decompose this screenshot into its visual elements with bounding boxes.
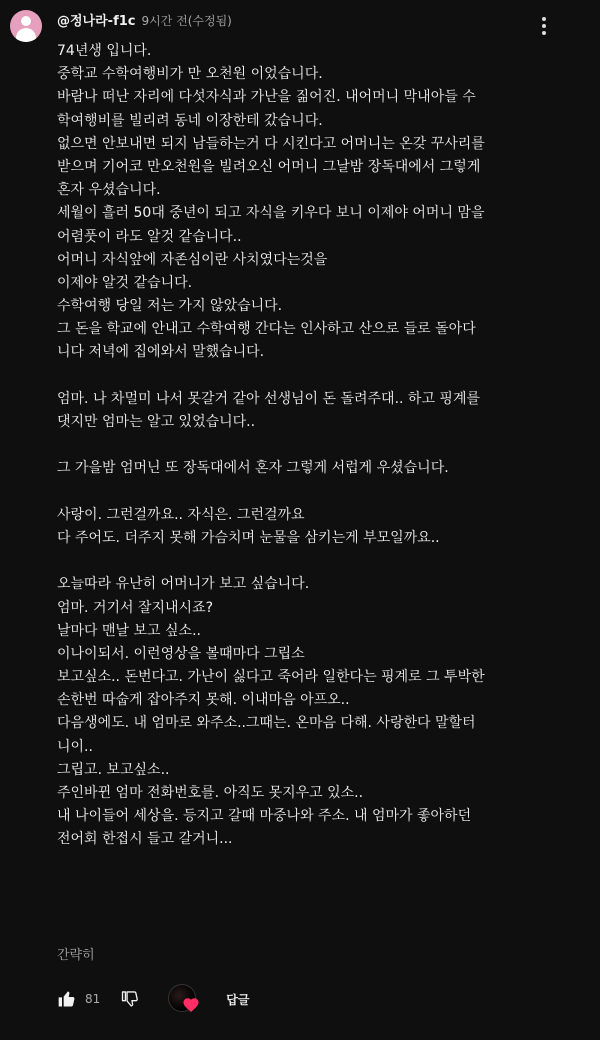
comment-line: 어렴풋이 라도 알것 같습니다.. <box>57 228 242 245</box>
comment-line: 바람나 떠난 자리에 다섯자식과 가난을 짊어진. 내어머니 막내아들 수 <box>57 89 476 106</box>
comment-header <box>57 10 232 32</box>
comment-line: 주인바뀐 엄마 전화번호를. 아직도 못지우고 있소.. <box>57 785 364 801</box>
comment-actions <box>55 983 249 1015</box>
avatar[interactable] <box>10 10 42 42</box>
comment-line: 날마다 맨날 보고 싶소.. <box>57 622 201 639</box>
comment-line: 내 나이들어 세상을. 등지고 갈때 마중나와 주소. 내 엄마가 좋아하던 <box>57 808 472 825</box>
menu-dot <box>542 17 546 21</box>
blank-line <box>57 434 587 457</box>
more-vert-icon[interactable] <box>532 12 556 40</box>
comment-line: 혼자 우셨습니다. <box>57 182 161 199</box>
comment-line: 수학여행 당일 저는 가지 않았습니다. <box>57 298 283 315</box>
comment-line: 그립고. 보고싶소.. <box>57 761 170 778</box>
comment-line: 학여행비를 빌리려 동네 이장한테 갔습니다. <box>57 112 323 129</box>
thumbs-up-icon[interactable] <box>55 987 79 1011</box>
comment-line: 중학교 수학여행비가 만 오천원 이었습니다. <box>57 66 323 83</box>
comment-line: 다 주어도. 더주지 못해 가슴치며 눈물을 삼키는게 부모일까요.. <box>57 529 440 546</box>
comment-line: 오늘따라 유난히 어머니가 보고 싶습니다. <box>57 576 310 593</box>
menu-dot <box>542 31 546 35</box>
comment-text <box>57 40 587 852</box>
menu-dot <box>542 24 546 28</box>
comment-line: 세월이 흘러 50대 중년이 되고 자식을 키우다 보니 이제야 어머니 맘을 <box>57 205 485 222</box>
read-less-button[interactable]: 간략히 <box>57 948 95 963</box>
heart-icon <box>182 996 200 1014</box>
comment-line: 그 가을밤 엄머닌 또 장독대에서 혼자 그렇게 서럽게 우셨습니다. <box>57 460 449 477</box>
comment-line: 없으면 안보내면 되지 남들하는거 다 시킨다고 어머니는 온갖 꾸사리를 <box>57 135 485 152</box>
creator-heart-badge <box>168 984 198 1014</box>
comment-line: 사랑이. 그런걸까요.. 자식은. 그런걸까요 <box>57 506 305 523</box>
comment-line: 손한번 따숩게 잡아주지 못해. 이내마음 아프오.. <box>57 692 350 709</box>
comment-line: 보고싶소.. 돈번다고. 가난이 싫다고 죽어라 일한다는 핑계로 그 투박한 <box>57 669 485 686</box>
comment-line: 어머니 자식앞에 자존심이란 사치였다는것을 <box>57 251 328 268</box>
reply-button[interactable]: 답글 <box>226 992 250 1007</box>
comment-line: 전어회 한접시 들고 갈거니... <box>57 831 233 848</box>
comment-line: 이나이되서. 이런영상을 볼때마다 그립소 <box>57 645 305 662</box>
author-name[interactable]: @정나라-f1c <box>57 14 136 29</box>
avatar-body-shape <box>16 28 36 42</box>
avatar-head-shape <box>21 16 31 26</box>
comment-line: 니다 저녁에 집에와서 말했습니다. <box>57 344 265 361</box>
comment-line: 74년생 입니다. <box>57 43 152 59</box>
blank-line <box>57 365 587 388</box>
blank-line <box>57 550 587 573</box>
like-count: 81 <box>85 992 101 1006</box>
comment-line: 다음생에도. 내 엄마로 와주소..그때는. 온마음 다해. 사랑한다 말할터 <box>57 715 476 732</box>
comment-line: 엄마. 나 차멀미 나서 못갈거 같아 선생님이 돈 돌려주대.. 하고 핑계를 <box>57 390 480 407</box>
comment-line: 그 돈을 학교에 안내고 수학여행 간다는 인사하고 산으로 들로 돌아다 <box>57 321 476 338</box>
comment-line: 이제야 알것 같습니다. <box>57 274 193 291</box>
thumbs-down-icon[interactable] <box>118 987 142 1011</box>
comment-line: 엄마. 거기서 잘지내시죠? <box>57 599 214 616</box>
blank-line <box>57 481 587 504</box>
comment-line: 받으며 기어코 만오천원을 빌려오신 어머니 그날밤 장독대에서 그렇게 <box>57 158 481 175</box>
comment-line: 니이.. <box>57 738 93 755</box>
comment-line: 댓지만 엄마는 알고 있었습니다.. <box>57 414 256 430</box>
comment-timestamp[interactable]: 9시간 전(수정됨) <box>141 14 232 28</box>
